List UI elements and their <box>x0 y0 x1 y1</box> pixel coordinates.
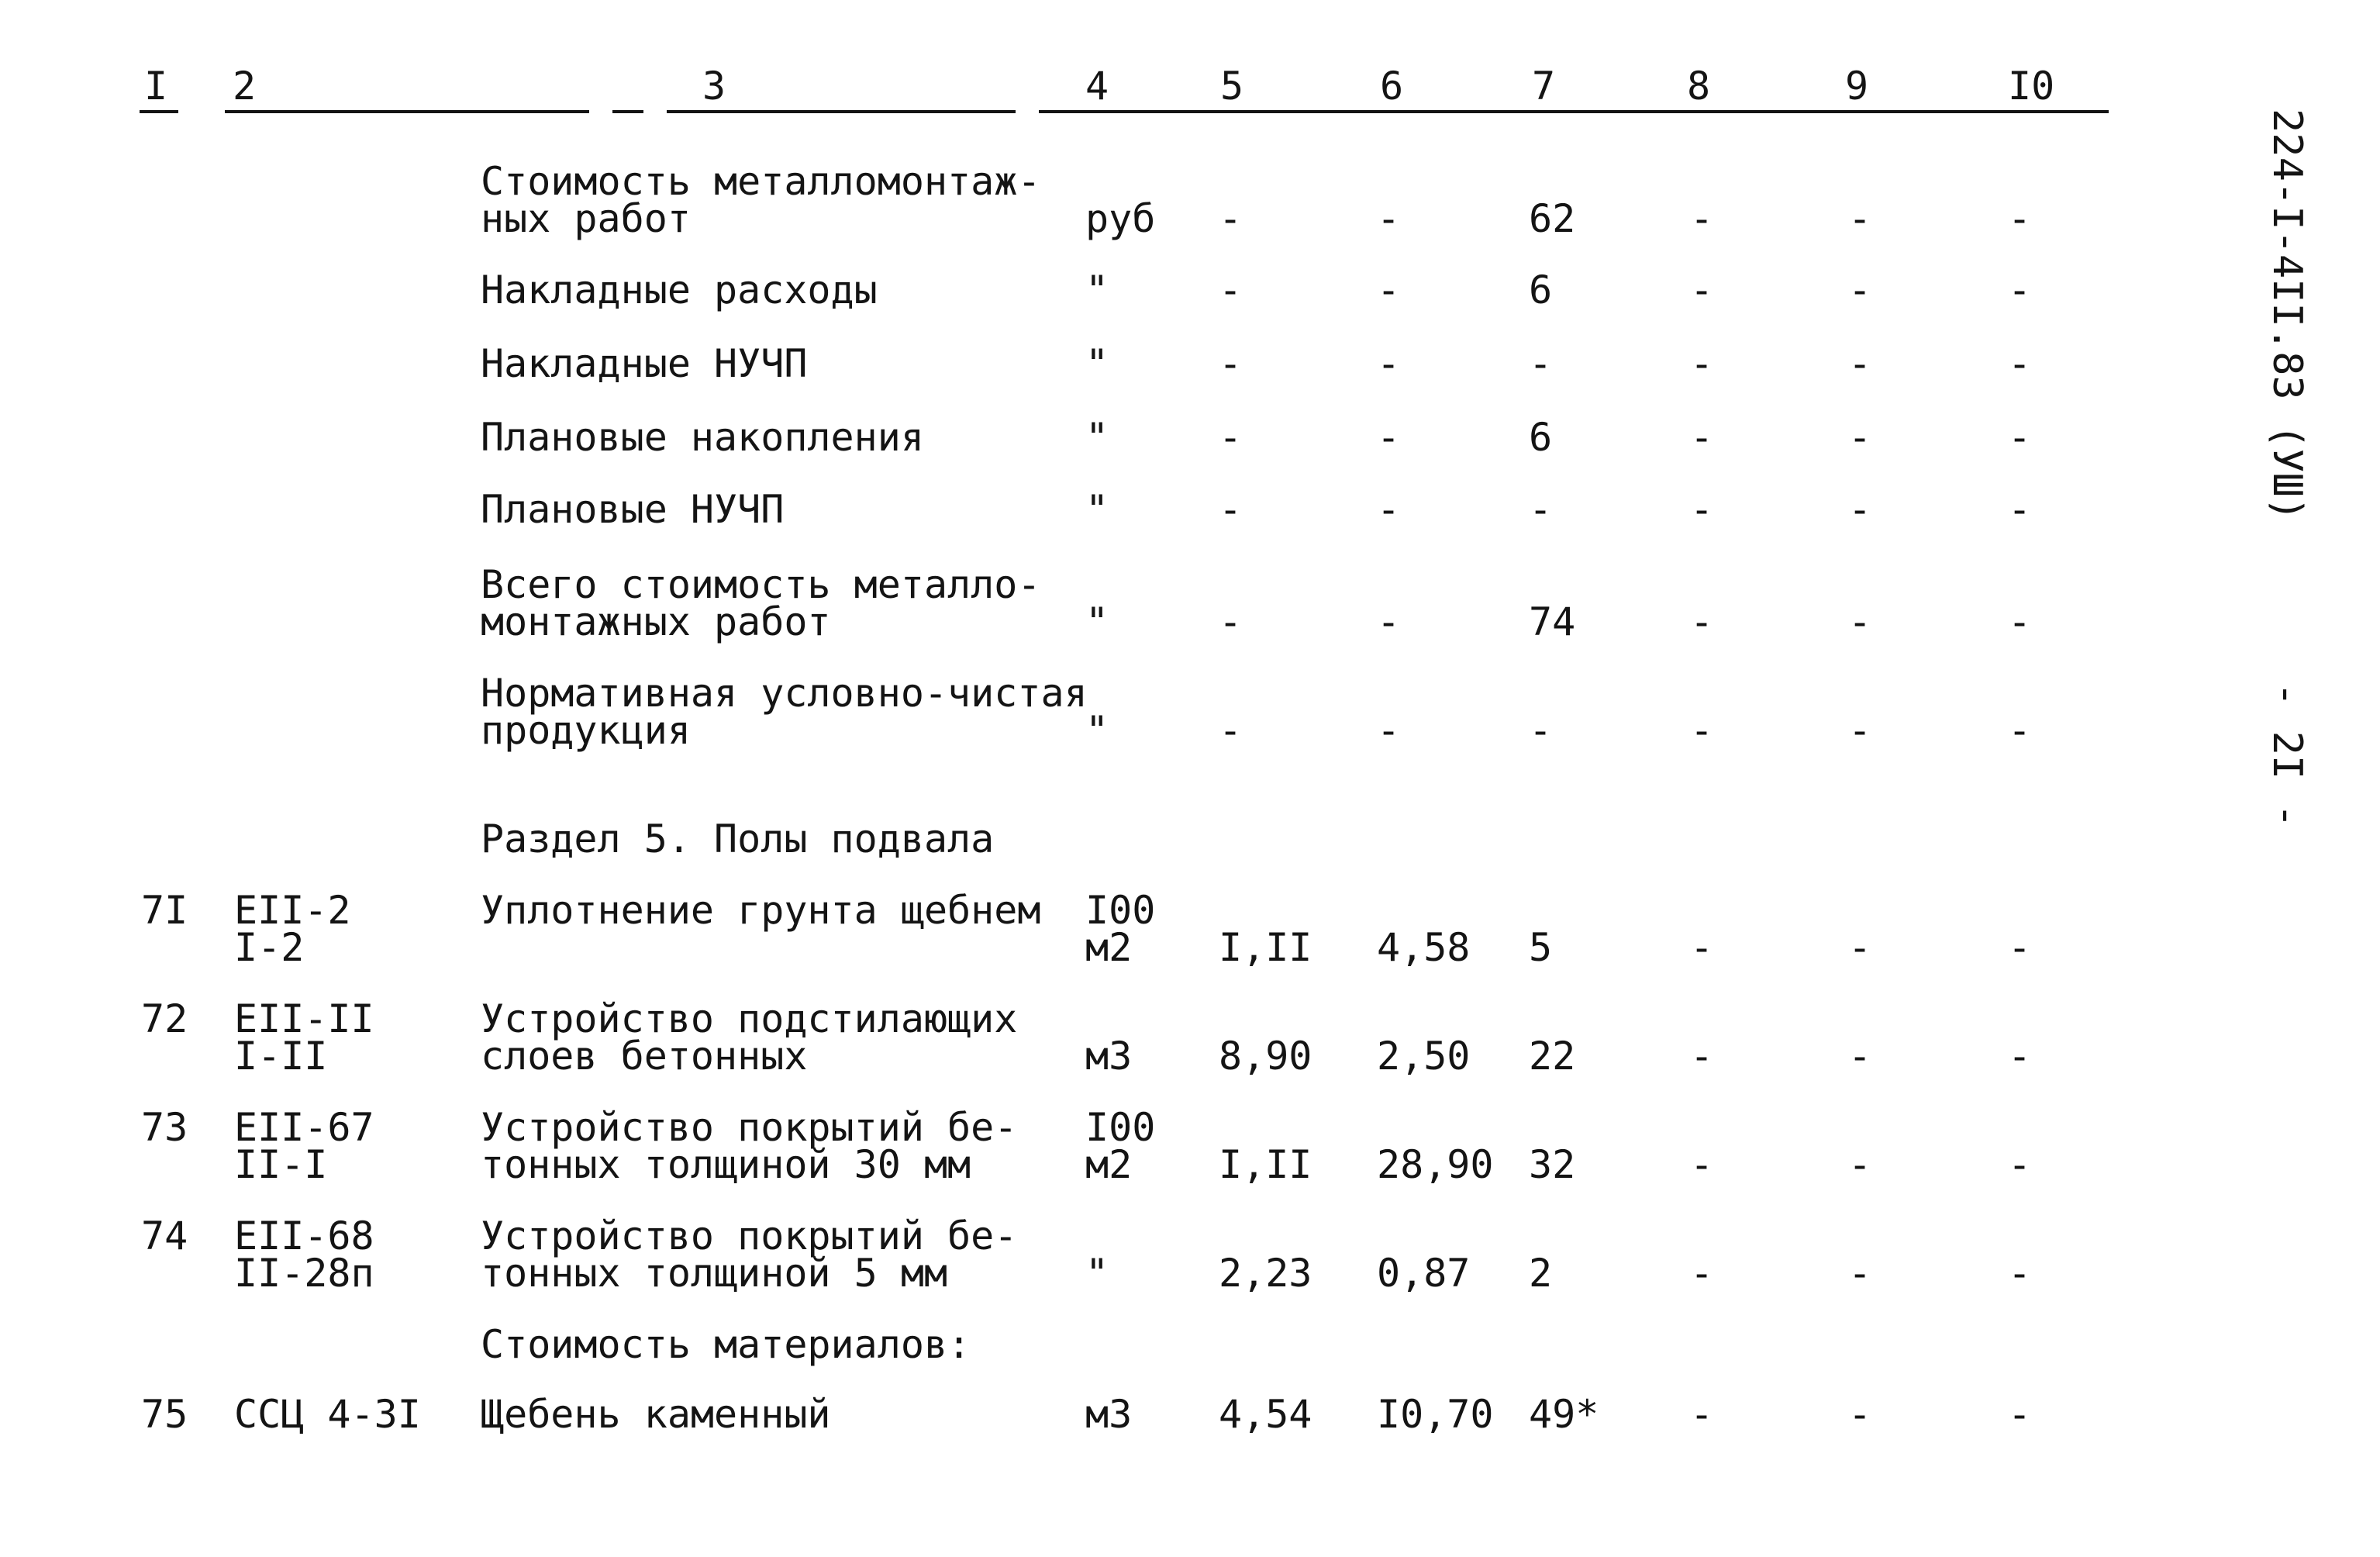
cell-c9: - <box>1848 1392 1872 1437</box>
cell-c10: - <box>2008 1034 2032 1079</box>
cell-code: EII-68 II-28п <box>234 1213 374 1296</box>
cell-unit: " <box>1085 341 1109 386</box>
cell-c6: - <box>1377 599 1401 644</box>
cell-c6: 2,50 <box>1377 1034 1471 1079</box>
cell-code: ССЦ 4-3I <box>234 1392 421 1437</box>
cell-c8: - <box>1690 415 1714 460</box>
cell-c10: - <box>2008 599 2032 644</box>
cell-unit: " <box>1085 487 1109 532</box>
column-header-4: 4 <box>1085 64 1109 109</box>
cell-unit: м3 <box>1085 1392 1133 1437</box>
cell-unit: " <box>1085 415 1109 460</box>
cell-c8: - <box>1690 1142 1714 1187</box>
cell-c7: 6 <box>1529 415 1553 460</box>
cell-c5: - <box>1219 268 1243 312</box>
column-header-6: 6 <box>1380 64 1404 109</box>
cell-c9: - <box>1848 1034 1872 1079</box>
header-rule <box>225 110 589 113</box>
cell-c6: I0,70 <box>1377 1392 1494 1437</box>
cell-num: 74 <box>141 1213 188 1258</box>
cell-c9: - <box>1848 708 1872 753</box>
cell-num: 75 <box>141 1392 188 1437</box>
cell-c6: - <box>1377 341 1401 386</box>
cell-num: 7I <box>141 888 188 933</box>
cell-c10: - <box>2008 1392 2032 1437</box>
cell-c5: I,II <box>1219 1142 1312 1187</box>
cell-c6: 0,87 <box>1377 1251 1471 1296</box>
cell-c7: 74 <box>1529 599 1576 644</box>
cell-c5: I,II <box>1219 925 1312 970</box>
cell-c5: 8,90 <box>1219 1034 1312 1079</box>
header-rule <box>667 110 1016 113</box>
cell-name: Накладные расходы <box>481 268 878 312</box>
cell-c8: - <box>1690 268 1714 312</box>
cell-c5: - <box>1219 196 1243 241</box>
cell-unit: " <box>1085 268 1109 312</box>
cell-c8: - <box>1690 1034 1714 1079</box>
column-header-9: 9 <box>1845 64 1869 109</box>
document-code: 224-I-4II.83 (УШ) <box>2264 109 2310 522</box>
cell-c10: - <box>2008 341 2032 386</box>
cell-c5: - <box>1219 599 1243 644</box>
cell-c10: - <box>2008 196 2032 241</box>
cell-c7: 5 <box>1529 925 1553 970</box>
cell-c10: - <box>2008 925 2032 970</box>
header-rule <box>1039 110 2109 113</box>
header-rule <box>140 110 178 113</box>
cell-c6: - <box>1377 708 1401 753</box>
header-rule <box>612 110 643 113</box>
cell-c7: 32 <box>1529 1142 1576 1187</box>
cell-c10: - <box>2008 1251 2032 1296</box>
cell-c8: - <box>1690 196 1714 241</box>
cell-c10: - <box>2008 1142 2032 1187</box>
cell-c9: - <box>1848 415 1872 460</box>
cell-num: 73 <box>141 1105 188 1150</box>
column-header-2: 2 <box>233 64 257 109</box>
cell-unit: " <box>1085 1251 1109 1296</box>
column-header-3: 3 <box>702 64 726 109</box>
cell-code: EII-2 I-2 <box>234 888 351 970</box>
cell-c6: - <box>1377 196 1401 241</box>
cell-c8: - <box>1690 341 1714 386</box>
cell-c7: 6 <box>1529 268 1553 312</box>
cell-name: Стоимость металломонтаж- ных работ <box>481 159 1041 241</box>
cell-c8: - <box>1690 1392 1714 1437</box>
cell-c10: - <box>2008 415 2032 460</box>
cell-name: Устройство покрытий бе- тонных толщиной 5 мм <box>481 1213 1018 1296</box>
cell-name: Щебень каменный <box>481 1392 831 1437</box>
cell-c8: - <box>1690 599 1714 644</box>
cell-c6: 4,58 <box>1377 925 1471 970</box>
cell-unit: м3 <box>1085 1034 1133 1079</box>
cell-c5: 2,23 <box>1219 1251 1312 1296</box>
cell-name: Стоимость материалов: <box>481 1322 971 1367</box>
cell-c6: 28,90 <box>1377 1142 1494 1187</box>
cell-name: Накладные НУЧП <box>481 341 808 386</box>
cell-c5: - <box>1219 415 1243 460</box>
column-header-5: 5 <box>1220 64 1244 109</box>
cell-c9: - <box>1848 1251 1872 1296</box>
cell-c6: - <box>1377 487 1401 532</box>
cell-c7: - <box>1529 708 1553 753</box>
column-header-7: 7 <box>1532 64 1556 109</box>
cell-c7: 49* <box>1529 1392 1599 1437</box>
cell-c9: - <box>1848 341 1872 386</box>
cell-name: Плановые НУЧП <box>481 487 785 532</box>
cell-name: Устройство покрытий бе- тонных толщиной 30 мм <box>481 1105 1018 1187</box>
cell-name: Нормативная условно-чистая продукция <box>481 671 1088 753</box>
cell-c9: - <box>1848 925 1872 970</box>
cell-c5: - <box>1219 708 1243 753</box>
cell-unit: " <box>1085 708 1109 753</box>
cell-unit: I00 м2 <box>1085 1105 1156 1187</box>
cell-c6: - <box>1377 268 1401 312</box>
cell-name: Всего стоимость металло- монтажных работ <box>481 562 1041 644</box>
cell-c8: - <box>1690 708 1714 753</box>
cell-code: EII-II I-II <box>234 996 374 1079</box>
cell-c5: - <box>1219 487 1243 532</box>
cell-name: Уплотнение грунта щебнем <box>481 888 1041 933</box>
cell-unit: " <box>1085 599 1109 644</box>
cell-c8: - <box>1690 487 1714 532</box>
cell-c10: - <box>2008 268 2032 312</box>
cell-c9: - <box>1848 1142 1872 1187</box>
cell-c5: - <box>1219 341 1243 386</box>
column-header-10: I0 <box>2008 64 2055 109</box>
cell-num: 72 <box>141 996 188 1041</box>
cell-c7: 62 <box>1529 196 1576 241</box>
cell-unit: руб <box>1085 196 1156 241</box>
cell-c6: - <box>1377 415 1401 460</box>
cell-c7: - <box>1529 487 1553 532</box>
cell-c9: - <box>1848 196 1872 241</box>
cell-c7: 22 <box>1529 1034 1576 1079</box>
cell-name: Устройство подстилающих слоев бетонных <box>481 996 1018 1079</box>
cell-c10: - <box>2008 487 2032 532</box>
cell-c7: 2 <box>1529 1251 1553 1296</box>
cell-name: Раздел 5. Полы подвала <box>481 816 995 861</box>
column-header-8: 8 <box>1687 64 1711 109</box>
cell-c9: - <box>1848 487 1872 532</box>
cell-unit: I00 м2 <box>1085 888 1156 970</box>
cell-c7: - <box>1529 341 1553 386</box>
column-header-1: I <box>144 64 168 109</box>
cell-c9: - <box>1848 268 1872 312</box>
page-number: - 2I - <box>2264 682 2310 828</box>
cell-c9: - <box>1848 599 1872 644</box>
cell-name: Плановые накопления <box>481 415 924 460</box>
cell-code: EII-67 II-I <box>234 1105 374 1187</box>
cell-c8: - <box>1690 925 1714 970</box>
cell-c5: 4,54 <box>1219 1392 1312 1437</box>
cell-c10: - <box>2008 708 2032 753</box>
cell-c8: - <box>1690 1251 1714 1296</box>
